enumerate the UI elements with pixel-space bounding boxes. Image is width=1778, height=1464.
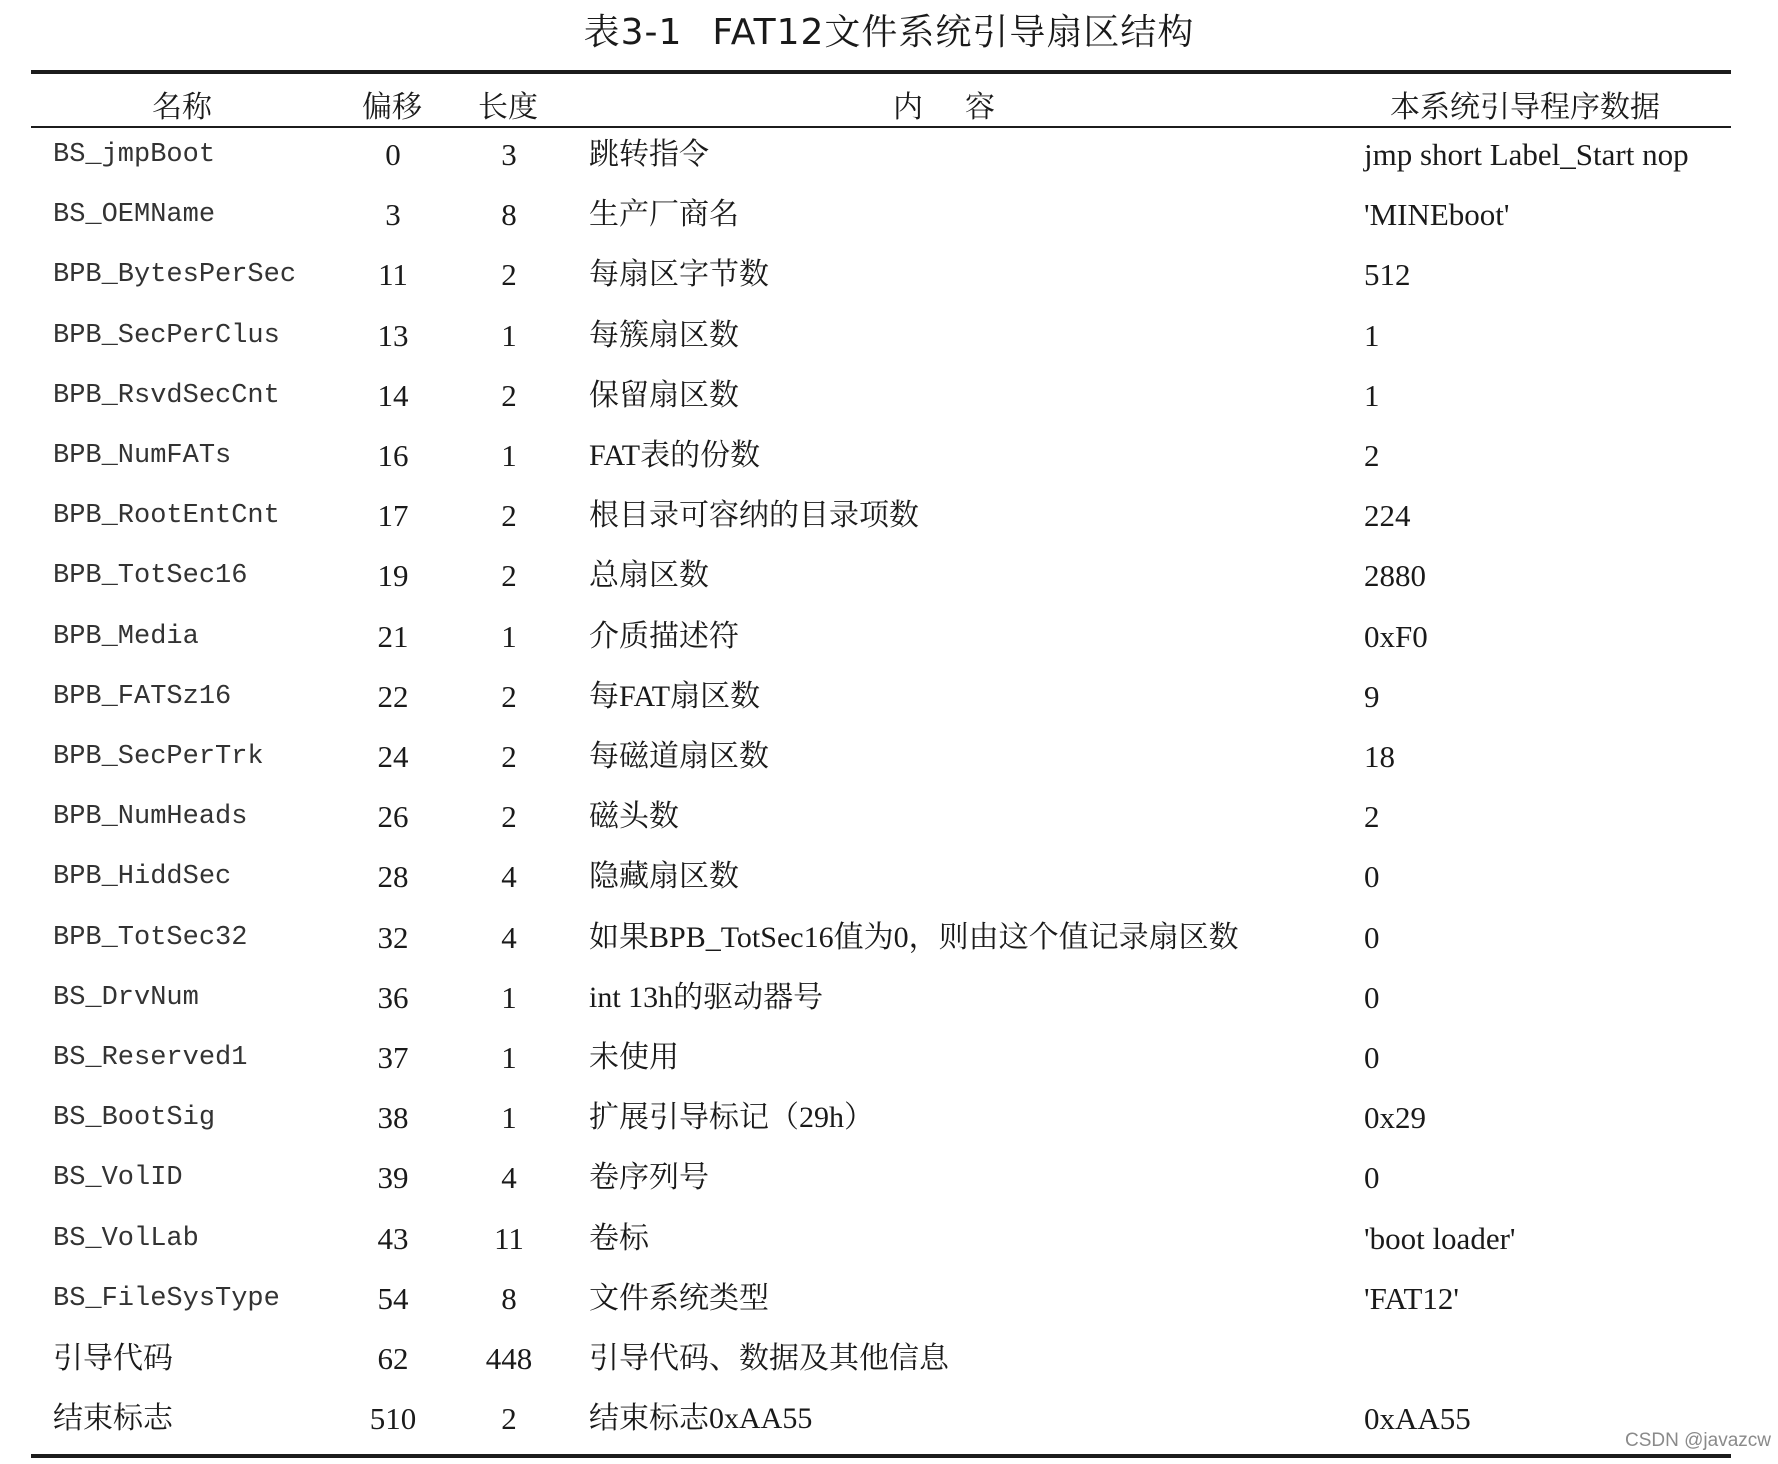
- cell-data: 'FAT12': [1364, 1280, 1459, 1316]
- cell-length: 3: [501, 137, 517, 172]
- cell-content: 结束标志0xAA55: [589, 1402, 813, 1436]
- table-row: [0, 1088, 1778, 1148]
- watermark: CSDN @javazcw: [1625, 1430, 1771, 1451]
- cell-data: 512: [1364, 257, 1411, 293]
- table-number: 表3-1: [583, 12, 683, 53]
- cell-offset: 14: [377, 377, 409, 413]
- cell-name: BPB_NumHeads: [53, 802, 248, 833]
- cell-data: 224: [1364, 498, 1411, 534]
- cell-content: 卷序列号: [589, 1161, 709, 1195]
- cell-data: 0: [1364, 919, 1380, 955]
- cell-length: 2: [501, 1401, 517, 1437]
- cell-name: BPB_TotSec32: [53, 922, 248, 953]
- cell-name: 结束标志: [53, 1401, 173, 1437]
- cell-offset: 3: [385, 197, 401, 233]
- cell-length: 1: [501, 317, 517, 353]
- table-title: FAT12文件系统引导扇区结构: [712, 12, 1195, 53]
- cell-name: BS_VolID: [53, 1163, 183, 1194]
- cell-offset: 54: [377, 1280, 409, 1316]
- cell-data: 2: [1364, 799, 1380, 835]
- cell-length: 2: [501, 257, 517, 293]
- table-row: [0, 847, 1778, 907]
- cell-content: 隐藏扇区数: [589, 860, 739, 894]
- cell-length: 448: [485, 1341, 533, 1376]
- cell-data: 'MINEboot': [1364, 197, 1510, 233]
- cell-content: 保留扇区数: [589, 378, 739, 412]
- cell-offset: 28: [377, 859, 409, 895]
- cell-length: 1: [501, 438, 517, 473]
- cell-offset: 0: [385, 137, 401, 172]
- table-row: [0, 486, 1778, 546]
- cell-content: 每FAT扇区数: [589, 679, 761, 713]
- cell-offset: 43: [377, 1220, 409, 1256]
- cell-offset: 16: [377, 438, 409, 473]
- cell-length: 2: [501, 739, 517, 774]
- header-content: 内容: [893, 90, 1037, 125]
- cell-name: BS_jmpBoot: [53, 140, 216, 170]
- cell-name: BPB_HiddSec: [53, 862, 232, 893]
- cell-offset: 17: [377, 498, 409, 534]
- cell-data: 0: [1364, 1160, 1380, 1196]
- cell-length: 8: [501, 1280, 517, 1316]
- cell-length: 4: [501, 859, 517, 895]
- cell-offset: 21: [377, 618, 409, 654]
- cell-length: 11: [494, 1220, 524, 1256]
- cell-content: 未使用: [589, 1041, 679, 1074]
- cell-offset: 37: [377, 1040, 409, 1075]
- cell-data: 2: [1364, 438, 1380, 473]
- table-row: [0, 1028, 1778, 1088]
- cell-content: 每簇扇区数: [589, 318, 739, 352]
- table-bottom-rule: [31, 1454, 1731, 1458]
- table-row: [0, 426, 1778, 486]
- cell-length: 2: [501, 558, 517, 594]
- cell-content: 引导代码、数据及其他信息: [589, 1342, 949, 1375]
- cell-data: 1: [1364, 377, 1380, 413]
- table-caption: [0, 4, 1778, 55]
- table-row: [0, 306, 1778, 366]
- cell-content: 每扇区字节数: [589, 258, 769, 292]
- cell-length: 1: [501, 979, 517, 1015]
- cell-data: 18: [1364, 739, 1395, 774]
- table-top-rule: [31, 70, 1731, 74]
- table-row: [0, 908, 1778, 968]
- header-data: 本系统引导程序数据: [1390, 90, 1660, 125]
- table-row: [0, 968, 1778, 1028]
- cell-data: jmp short Label_Start nop: [1364, 137, 1689, 172]
- cell-length: 1: [501, 1040, 517, 1075]
- table-row: [0, 185, 1778, 245]
- cell-content: 每磁道扇区数: [589, 740, 769, 773]
- cell-offset: 510: [369, 1401, 417, 1437]
- cell-name: BS_OEMName: [53, 200, 216, 231]
- cell-content: 根目录可容纳的目录项数: [589, 499, 919, 533]
- cell-data: 0: [1364, 859, 1380, 895]
- cell-offset: 38: [377, 1100, 409, 1136]
- cell-data: 0xAA55: [1364, 1401, 1471, 1437]
- cell-content: 跳转指令: [589, 138, 709, 171]
- table-row: [0, 245, 1778, 305]
- header-length: 长度: [478, 90, 538, 125]
- cell-name: BS_BootSig: [53, 1103, 216, 1134]
- cell-content: 卷标: [589, 1221, 649, 1255]
- cell-length: 2: [501, 799, 517, 835]
- cell-data: 0x29: [1364, 1100, 1426, 1136]
- cell-name: BPB_RootEntCnt: [53, 501, 280, 532]
- table-row: [0, 607, 1778, 667]
- cell-data: 2880: [1364, 558, 1426, 594]
- cell-data: 0: [1364, 979, 1380, 1015]
- cell-offset: 11: [378, 257, 408, 293]
- cell-length: 2: [501, 678, 517, 714]
- cell-name: BPB_RsvdSecCnt: [53, 380, 280, 411]
- cell-name: BS_VolLab: [53, 1223, 199, 1254]
- cell-data: 0: [1364, 1040, 1380, 1075]
- cell-offset: 32: [377, 919, 409, 955]
- cell-offset: 39: [377, 1160, 409, 1196]
- cell-content: 磁头数: [589, 800, 679, 834]
- cell-offset: 22: [377, 678, 409, 714]
- cell-length: 4: [501, 1160, 517, 1196]
- table-row: [0, 1329, 1778, 1389]
- cell-content: 总扇区数: [589, 559, 709, 593]
- cell-offset: 62: [377, 1341, 409, 1376]
- cell-content: FAT表的份数: [589, 439, 761, 472]
- table-row: [0, 1269, 1778, 1329]
- cell-offset: 24: [377, 739, 409, 774]
- cell-content: 文件系统类型: [589, 1281, 769, 1315]
- cell-length: 8: [501, 197, 517, 233]
- cell-name: BPB_BytesPerSec: [53, 260, 297, 291]
- cell-name: BS_DrvNum: [53, 982, 199, 1013]
- table-row: [0, 787, 1778, 847]
- cell-name: BS_Reserved1: [53, 1043, 248, 1073]
- cell-length: 2: [501, 377, 517, 413]
- cell-name: BPB_TotSec16: [53, 561, 248, 592]
- table-row: [0, 366, 1778, 426]
- table-row: [0, 1389, 1778, 1449]
- cell-name: BPB_NumFATs: [53, 441, 232, 471]
- cell-length: 4: [501, 919, 517, 955]
- header-name: 名称: [152, 90, 212, 125]
- cell-offset: 19: [377, 558, 409, 594]
- cell-name: BPB_SecPerTrk: [53, 742, 264, 772]
- cell-name: 引导代码: [53, 1341, 173, 1376]
- header-offset: 偏移: [362, 90, 422, 125]
- cell-content: int 13h的驱动器号: [589, 980, 824, 1014]
- table-row: [0, 1148, 1778, 1208]
- cell-data: 'boot loader': [1364, 1220, 1516, 1256]
- table-row: [0, 125, 1778, 185]
- cell-content: 生产厂商名: [589, 198, 739, 232]
- cell-content: 扩展引导标记（29h）: [589, 1101, 874, 1135]
- cell-name: BPB_FATSz16: [53, 681, 232, 712]
- cell-content: 介质描述符: [589, 619, 739, 653]
- table-row: [0, 667, 1778, 727]
- table-row: [0, 1209, 1778, 1269]
- cell-offset: 13: [377, 317, 409, 353]
- cell-data: 1: [1364, 317, 1380, 353]
- cell-length: 2: [501, 498, 517, 534]
- table-row: [0, 727, 1778, 787]
- cell-name: BPB_Media: [53, 621, 199, 652]
- cell-data: 9: [1364, 678, 1380, 714]
- cell-offset: 26: [377, 799, 409, 835]
- cell-length: 1: [501, 618, 517, 654]
- cell-offset: 36: [377, 979, 409, 1015]
- cell-name: BS_FileSysType: [53, 1283, 280, 1314]
- cell-data: 0xF0: [1364, 618, 1428, 654]
- cell-name: BPB_SecPerClus: [53, 320, 280, 351]
- cell-length: 1: [501, 1100, 517, 1136]
- table-row: [0, 546, 1778, 606]
- cell-content: 如果BPB_TotSec16值为0，则由这个值记录扇区数: [589, 920, 1239, 954]
